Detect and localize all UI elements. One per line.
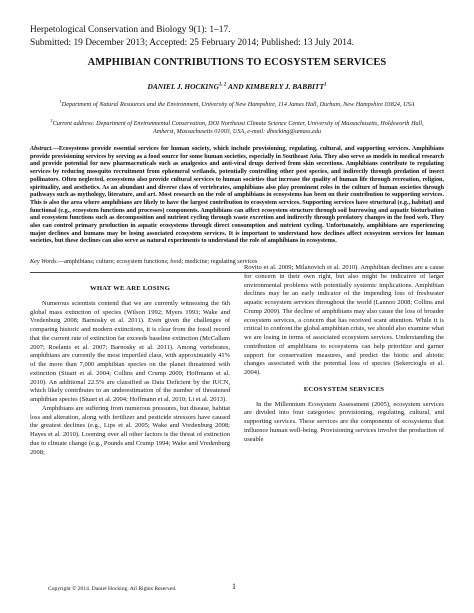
keywords-label: Key Words	[30, 258, 57, 265]
right-column	[244, 264, 444, 444]
author-babbitt-affil: 1	[323, 82, 327, 88]
affiliation-1-marker: 1	[59, 99, 62, 104]
keywords-text: .—amphibians; culture; ecosystem functions; food; medicine; regulating services	[56, 258, 258, 265]
affiliation-1-text: Department of Natural Resources and the Environment, University of New Hampshire, 114 James Hall, Durham, New Hampshire 03824, USA	[61, 101, 415, 109]
author-hocking-affil: 1, 2	[218, 82, 227, 88]
paragraph: In the Millennium Ecosystem Assessment (2005), ecosystem services are divided into four categories: provisioning, regulating, cultural, and supporting services. These services are the components of ecosystems that influence human well-being. Provisioning services involve the production of useable	[244, 400, 444, 443]
affiliation-2-marker: 2	[50, 118, 53, 123]
paper-title: AMPHIBIAN CONTRIBUTIONS TO ECOSYSTEM SERVICES	[87, 57, 387, 68]
affiliation-2	[48, 117, 426, 135]
submission-dates: Submitted: 19 December 2013; Accepted: 25 February 2014; Published: 13 July 2014.	[30, 37, 354, 48]
paragraph: Numerous scientists contend that we are currently witnessing the 6th global mass extinction of species (Wilson 1992; Myers 1993; Wake and Vredenburg 2008; Barnosky et al. 2011). Even given the challenges of comparing historic and modern extinctions, it is clear from the fossil record that the current rate of extinction far exceeds baseline extinction (McCallum 2007; Roelants et al. 2007; Barnosky et al. 2011). Among vertebrates, amphibians are currently the most imperiled class, with approximately 41% of the more than 7,000 amphibian species on the planet threatened with extinction (Stuart et al. 2004; Collins and Crump 2009; Hoffmann et al. 2010). An additional 22.5% are classified as Data Deficient by the IUCN, which likely contributes to an underestimation of the number of threatened amphibian species (Stuart et al. 2004; Hoffmann et al. 2010; Li et al. 2013).	[30, 299, 230, 403]
author-line	[30, 82, 444, 91]
left-column	[30, 281, 230, 457]
paragraph: Rovito et al. 2009; Milanovich et al. 2010). Amphibian declines are a cause for concern in their own right, but also might be indicative of larger environmental problems with potentially systemic implications. Amphibian declines may be an early indicator of the impending loss of freshwater aquatic ecosystem services throughout the world (Lannoo 2008; Collins and Crump 2009). The decline of amphibians may also cause the loss of broader ecosystem services, a concern that has received scant attention. While it is critical to confront the global amphibian crisis, we should also examine what we are losing in terms of associated ecosystem services. Understanding the contribution of amphibians to ecosystems can help prioritize and garner support for conservation measures, and predict the biotic and abiotic changes associated with the potential loss of species (Sekercioglu et al. 2004).	[244, 264, 445, 376]
author-and: AND	[226, 82, 246, 91]
affiliation-1	[48, 98, 426, 109]
journal-header	[30, 24, 450, 49]
page-number: 1	[232, 582, 236, 591]
paragraph: Amphibians are suffering from numerous pressures, but disease, habitat loss and alteration, along with fertilizer and pesticide stressors have caused the greatest declines (e.g., Lips et al. 2005; Wake and Vredenburg 2008; Hayes et al. 2010). Looming over all other factors is the threat of extinction due to climate change (e.g., Pounds and Crump 1994; Wake and Vredenburg 2008;	[30, 404, 230, 456]
section-heading-ecosystem-services: ECOSYSTEM SERVICES	[303, 385, 385, 393]
journal-citation: Herpetological Conservation and Biology 9(1): 1–17.	[30, 25, 231, 35]
author-hocking: DANIEL J. HOCKING	[147, 82, 219, 91]
copyright-footer: Copyright © 2014. Daniel Hocking. All Rights Reserved.	[48, 586, 177, 592]
author-babbitt: KIMBERLY J. BABBITT	[245, 82, 324, 91]
section-heading-what-we-are-losing: WHAT WE ARE LOSING	[90, 285, 170, 292]
abstract	[30, 146, 444, 246]
abstract-text: —Ecosystems provide essential services for human society, which include provisioning, regulating, cultural, and supporting services. Amphibians provide provisioning services by serving as a food source for some human societies, especially in Southeast Asia. They also serve as models in medical research and provide potential for new pharmaceuticals such as analgesics and anti-viral drugs derived from skin secretions. Amphibians contribute to regulating services by reducing mosquito recruitment from ephemeral wetlands, potentially controlling other pest species, and indirectly through predation of insect pollinators. Often neglected, ecosystems also provide cultural services to human societies that increase the quality of human life through recreation, religion, spirituality, and aesthetics. As an abundant and diverse class of vertebrates, amphibians also play prominent roles in the culture of human societies through pathways such as mythology, literature, and art. Most research on the role of amphibians in ecosystems has been on their contribution to supporting services. This is also the area where amphibians are likely to have the largest contribution to ecosystem services. Supporting services have structural (e.g., habitat) and functional (e.g., ecosystem functions and processes) components. Amphibians can affect ecosystem structure through soil burrowing and aquatic bioturbation and ecosystem functions such as decomposition and nutrient cycling through waste excretion and indirectly through predatory changes in the food web. They also can control primary production in aquatic ecosystems through direct consumption and nutrient cycling. Unfortunately, amphibians are experiencing major declines and humans may be losing associated ecosystem services. It is important to understand how declines affect ecosystem services for human societies, but these declines can also serve as natural experiments to understand the role of amphibians in ecosystems.	[30, 146, 444, 245]
affiliation-2-text: Current address: Department of Environmental Conservation, DOI Northeast Climate Science Center, University of Massachusetts, Holdsworth Hall, Amherst, Massachusetts 01003, USA, e-mail: dhocking@umass.edu	[52, 120, 424, 135]
abstract-label: Abstract.	[30, 146, 53, 152]
